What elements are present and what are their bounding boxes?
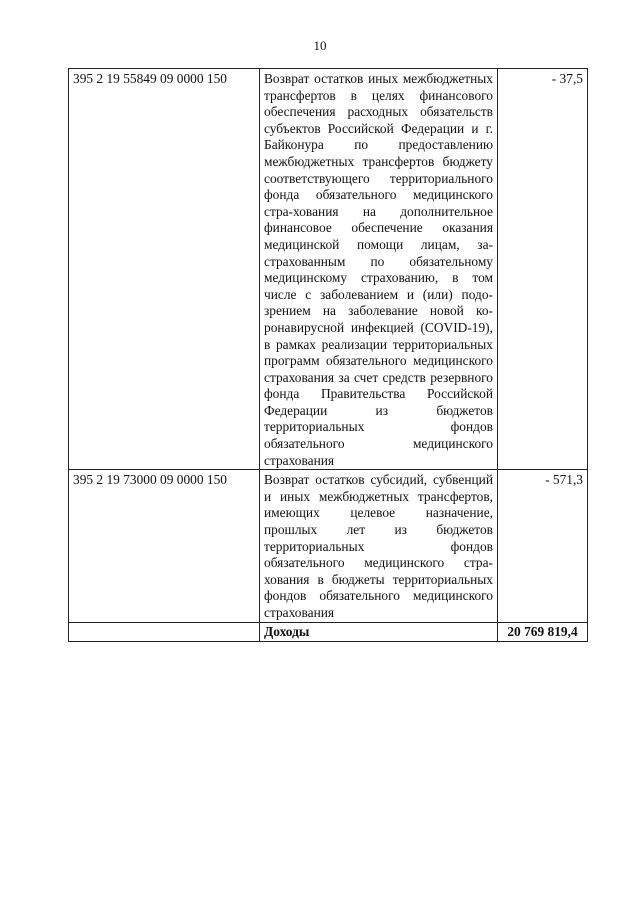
total-row (69, 622, 588, 642)
budget-code-cell: 395 2 19 73000 09 0000 150 (69, 470, 260, 622)
description-cell: Возврат остатков субсидий, субвенций и иных межбюджетных трансфертов, имеющих целевое назначение, прошлых лет из бюджетов территориальных фондов обязательного медицинского страхования в бюджеты территориальных фондов обязательного медицинского страхования (260, 470, 498, 622)
table-row (69, 470, 588, 622)
total-amount: 20 769 819,4 (498, 622, 588, 642)
total-code-cell (69, 622, 260, 642)
amount-cell: - 37,5 (498, 69, 588, 470)
amount-cell: - 571,3 (498, 470, 588, 622)
total-label: Доходы (260, 622, 498, 642)
page-number: 10 (313, 38, 327, 53)
revenue-table (68, 68, 588, 642)
description-cell: Возврат остатков иных межбюджетных трансфертов в целях финансового обеспечения расходных обязательств субъектов Российской Федерации и г. Байконура по предоставлению межбюджетных трансфертов бюджету соответствующего территориального фонда обязательного медицинского стра-хования на дополнительное финансовое обеспечение оказания медицинской помощи лицам, застрахованным по обязательному медицинскому страхованию, в том числе с заболеванием и (или) подозрением на заболевание новой коронавирусной инфекцией (COVID-19), в рамках реализации территориальных программ обязательного медицинского страхования за счет средств резервного фонда Правительства Российской Федерации из бюджетов территориальных фондов обязательного медицинского страхования (260, 69, 498, 470)
budget-code-cell: 395 2 19 55849 09 0000 150 (69, 69, 260, 470)
table-row (69, 69, 588, 470)
